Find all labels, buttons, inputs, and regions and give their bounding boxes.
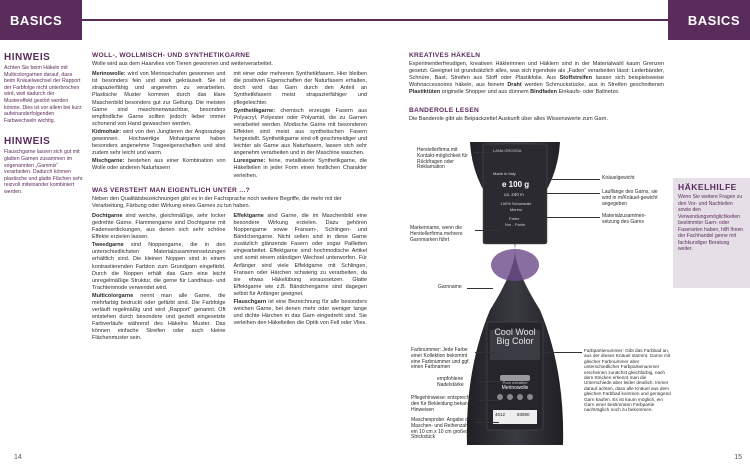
section-tab-left: BASICS	[0, 0, 82, 40]
garne-definition: wird von den Jungtieren der Angoraziege gewonnen. Hochwertige Mohairgarne haben besonders angenehme Trageeigenschaften und sind zudem sehr leicht und warm.	[92, 128, 226, 157]
left-main-content	[92, 52, 367, 344]
leader-line	[545, 217, 600, 218]
banderole-length: ca. 240 m	[504, 192, 524, 197]
yarn-ball-graphic	[491, 249, 539, 281]
garne-term: Merinowolle:	[92, 71, 126, 78]
section-title-kreativ: KREATIVES HÄKELN	[409, 52, 481, 59]
annotation-knaeuelgewicht: Knäuelgewicht	[602, 175, 635, 181]
kreativ-highlight: Plastiktüten	[409, 89, 441, 96]
kreativ-highlight: Stoffstreifen	[559, 75, 592, 82]
annotation-pflegehinweise: Pflegehinweise: entsprechen den für Bekleidung bekannten Hinweisen	[411, 395, 478, 413]
begriffe-column-2	[234, 213, 368, 344]
right-page	[375, 0, 750, 467]
begriffe-definition: nennt man alle Garne, die mehrfarbig bedruckt oder gefärbt sind. Die Farbfolge verläuft regelmäßig und wird „Rapport“ genannt. Oft entstehen durch besondere und gezielt eingesetzte Farbverläufe während des Häkelns Muster. Das können einfache Streifen oder auch kleine Flächenmuster sein.	[92, 292, 226, 342]
haekelhilfe-text: Wenn Sie weitere Fragen zu den Vor- und Nachteilen sowie den Verwendungsmöglichkeiten bestimmter Garn- oder Faserarten haben, hilft Ihnen der Fachhandel gerne mit fachkundiger Beratung weiter.	[678, 194, 744, 252]
header-rule-left	[82, 19, 375, 21]
hinweis-text-2: Flauschgarne lassen sich gut mit glatten Garnen zusammen im sogenannten „Gammix“ verarbeiten. Dadurch können plastische und glatte Flächen sehr reizvoll miteinander kombiniert werden.	[4, 149, 83, 195]
garne-term: Mischgarne:	[92, 158, 125, 165]
begriffe-definition: sind Garne, die im Maschenbild eine besondere Wirkung erzielen. Dazu gehören Noppengarne sowie Fransen-, Schlingen- und Bändchengarne. Nicht selten sind in diese Garne zusätzlich glänzende Fasern oder sogar Pailletten eingearbeitet. Effektgarne sind hochmodische Artikel und somit einem ständigen Wechsel unterworfen. Für Anfänger sind viele Effektgarne mit Schlingen, Fransen oder Härchen schwierig zu verarbeiten, da sie etwas Häkelübung voraussetzen. Glatte Effektgarne wie z.B. Bändchengarne sind dagegen selbst für Anfänger geeignet.	[233, 212, 367, 297]
banderole-bottom-label: Merinowolle	[501, 385, 529, 391]
page-number-left: 14	[14, 454, 22, 461]
begriffe-paragraph	[92, 213, 226, 241]
begriffe-term: Flauschgarn	[233, 299, 267, 305]
annotation-farbpartienummer: Farbpartienummer: Gibt das Farbbad an, aus der dieses Knäuel stammt. Garne mit gleicher Farbnummer aber unterschiedlicher Farbpartienummer erscheinen zunächst gleichfarbig, nach dem Stricken erkennt man die Unterschiede aber leider deutlich. Immer darauf achten, dass alle Knäuel aus dem gleichen Farbbad kommen und genügend Garn kaufen. Es ist kaum möglich, ein Garn einer bestimmten Farbpartie nachträglich noch zu bekommen.	[584, 348, 671, 413]
annotation-nadelstaerke: empfohlene Nadelstärke	[437, 376, 464, 388]
banderole-bottom-sub: Puro extrafine	[502, 380, 528, 385]
banderole-color-label: Farbe	[509, 216, 520, 221]
garne-term: Synthetikgarne:	[233, 107, 276, 114]
banderole-lot-number: 83990	[517, 412, 530, 417]
garne-definition: bestehen aus einer Kombination von Wolle oder anderen Naturfasern	[92, 158, 226, 172]
annotation-farbnummer: Farbnummer: Jede Farbe einer Kollektion bekommt eine Farbnummer und ggf. einen Farbnamen	[411, 347, 470, 371]
begriffe-paragraph	[92, 293, 226, 343]
garne-definition: feine, metallisierte Synthetikgarne, die Häkelteilen in jeder Form einen festlichen Charakter verleihen.	[233, 158, 367, 179]
section-title-banderole: BANDEROLE LESEN	[409, 106, 480, 114]
garne-column-2	[234, 71, 368, 180]
begriffe-paragraph	[234, 213, 368, 298]
section-tab-right: BASICS	[668, 0, 750, 40]
garne-paragraph	[234, 71, 368, 106]
hinweis-title-1: HINWEIS	[4, 52, 51, 63]
garne-paragraph	[92, 129, 226, 157]
annotation-material: Materialzusammen-setzung des Garns	[602, 213, 646, 225]
garne-paragraph	[234, 108, 368, 158]
kreativ-text-fragment: originelle Shopper und aus dünnem	[440, 89, 531, 96]
leader-line	[467, 288, 493, 289]
garne-paragraph	[92, 71, 226, 128]
banderole-color-number: 4012	[495, 412, 506, 417]
leader-line	[479, 400, 501, 401]
kreativ-highlight: Bindfaden	[530, 89, 557, 96]
section-intro-banderole: Die Banderole gibt als Beipackzettel Auskunft über alles Wissenswerte zum Garn.	[409, 115, 609, 122]
annotation-garnname: Garnname	[438, 284, 462, 290]
garne-term: Kidmohair:	[92, 128, 122, 135]
begriffe-term: Tweedgarne	[92, 242, 124, 249]
begriffe-paragraph	[234, 299, 368, 327]
begriffe-term: Multicolorgarne	[92, 292, 134, 299]
annotation-herstellerfirma: Herstellerfirma mit Kontakt-möglichkeit für Rückfragen oder Reklamation	[417, 147, 468, 171]
banderole-weight: e 100 g	[502, 180, 530, 189]
garne-column-1	[92, 71, 226, 180]
right-main-content	[409, 52, 664, 123]
begriffe-term: Effektgarne	[233, 212, 264, 219]
haekelhilfe-box	[673, 178, 750, 288]
leader-line	[475, 352, 497, 353]
section-title-garne: WOLL-, WOLLMISCH- UND SYNTHETIKGARNE	[92, 52, 251, 59]
begriffe-definition: ist eine Bezeichnung für alle besonders weichen Garne, bei denen mehr oder weniger lange und dichte Härchen in das Garn eingedreht sind. Sie verleihen den Häkelteilen die Optik von Fell oder Vlies.	[233, 299, 367, 327]
left-sidebar	[4, 52, 84, 208]
kreativ-highlight: Draht	[507, 82, 522, 89]
leader-line	[479, 381, 501, 382]
banderole-brand: LANA GROSSA	[493, 148, 522, 153]
hinweis-title-2: HINWEIS	[4, 136, 51, 148]
begriffe-paragraph	[92, 242, 226, 292]
garne-definition: wird von Merinoschafen gewonnen und ist besonders fein und stark gekräuselt. Sie ist strapazierfähig und angenehm zu verarbeiten. Plastische Muster kommen durch das klare Maschenbild besonders gut zur Geltung. Die meisten Garne sind maschinenwaschbar, besonders empfindliche Garne sollten jedoch lieber immer schonend von Hand gewaschen werden.	[92, 71, 226, 127]
kreativ-text-fragment: lassen sich beispielsweise Wohnaccessoires häkeln, aus feinem	[409, 75, 664, 89]
hinweis-text-1: Achten Sie beim Häkeln mit Multicolorgarnen darauf, dass beim Knäuelwechsel der Rapport der Farbfolge nicht unterbrochen wird, weil dadurch der Mustereffekt gestört werden könnte. Dies ist vor allem bei kurz aufeinanderfolgenden Farbwechseln wichtig.	[4, 65, 82, 124]
section-intro-begriffe: Neben den Qualitätsbezeichnungen gibt es in der Fachsprache noch weitere Begriffe, die mehr mit der Verarbeitung, Färbung oder Wirkung eines Garnes zu tun haben.	[92, 195, 342, 209]
kreativ-text-fragment: Einkaufs- oder Ballnetze.	[556, 89, 620, 96]
section-text-kreativ	[409, 61, 664, 96]
banderole-product-name: Cool Wool Big Color	[494, 327, 536, 346]
leader-line	[545, 193, 600, 194]
leader-line	[473, 152, 495, 153]
section-intro-garne: Wolle wird aus dem Haarvlies von Tieren gewonnen und weiterverarbeitet.	[92, 61, 273, 68]
haekelhilfe-title: HÄKELHILFE	[678, 182, 737, 192]
leader-line	[545, 179, 600, 180]
header-rule-right	[375, 19, 668, 21]
kreativ-text-fragment: werden Schmuckstücke, aus in Streifen geschnittenen	[521, 82, 664, 89]
garne-paragraph	[234, 158, 368, 179]
banderole-fiber: 100% Schurwolle Merino	[500, 201, 532, 212]
banderole-origin: Made in Italy	[493, 171, 516, 176]
banderole-lot-label: Nm - Partie	[505, 222, 526, 227]
page-number-right: 15	[734, 454, 742, 461]
kreativ-text-fragment: Experimentierfreudigen, kreativen Häklerinnen und Häklern sind in der Materialwahl kaum Grenzen gesetzt. Geeignet ist grundsätzlich alles, was sich irgendwie als „Faden“ verarbeiten lässt: Lederbänder, Schnüre, Bast, Streifen aus Stoff oder Plastikfolie. Aus	[409, 61, 664, 82]
annotation-maschenprobe: Maschenprobe: Angabe der Maschen- und Reihenzahl für ein 10 cm x 10 cm großes Strickstück	[411, 417, 477, 441]
section-title-begriffe: WAS VERSTEHT MAN EIGENTLICH UNTER ...?	[92, 186, 250, 194]
annotation-lauflaenge: Lauflänge des Garns, sie wird in m/Knäuel-gewicht angegeben	[602, 189, 658, 207]
garne-definition: mit einer oder mehreren Synthetikfasern. Hier bleiben die positiven Eigenschaften der Naturfasern erhalten, doch wird das Garn durch den Anteil an Synthetikfasern meist strapazierfähiger und pflegeleichter.	[233, 71, 367, 106]
begriffe-definition: sind weiche, gleichmäßige, sehr locker gedrehte Garne. Flammengarne sind Dochtgarne mit Fadenverdickungen, aus denen sich sehr schöne Effekte erzielen lassen.	[92, 212, 226, 241]
garne-definition: chemisch erzeugte Fasern aus Polyacryl, Polyester oder Polyamid, die zu Garnen verarbeitet werden. Modische Garne mit besonderen Effekten sind meist aus synthetischen Fasern hergestellt. Synthetikgarne sind oft geschmeidiger und leichter als Garne aus Naturfasern, lassen sich sehr angenehm verarbeiten und in der Maschine waschen.	[233, 107, 367, 157]
begriffe-column-1	[92, 213, 226, 344]
garne-paragraph	[92, 158, 226, 172]
leader-line	[475, 422, 499, 423]
leader-line	[540, 352, 582, 353]
begriffe-definition: sind Noppengarne, die in den unterschiedlichsten Materialzusammensetzungen erhältlich sind. Die kleinen Noppen sind in einem kontrastierenden Farbton zum Grundgarn eingefärbt. Durch die Noppen erhält das Garn eine leicht unregelmäßige Struktur, die gerne für Landhaus- und Trachtenmode verwendet wird.	[92, 242, 226, 291]
leader-line	[475, 230, 500, 231]
begriffe-term: Dochtgarne	[92, 212, 123, 219]
annotation-markenname: Markenname, wenn die Herstellerfirma mehrere Garnmarken führt	[410, 225, 463, 243]
garne-term: Lurexgarne:	[233, 158, 266, 165]
